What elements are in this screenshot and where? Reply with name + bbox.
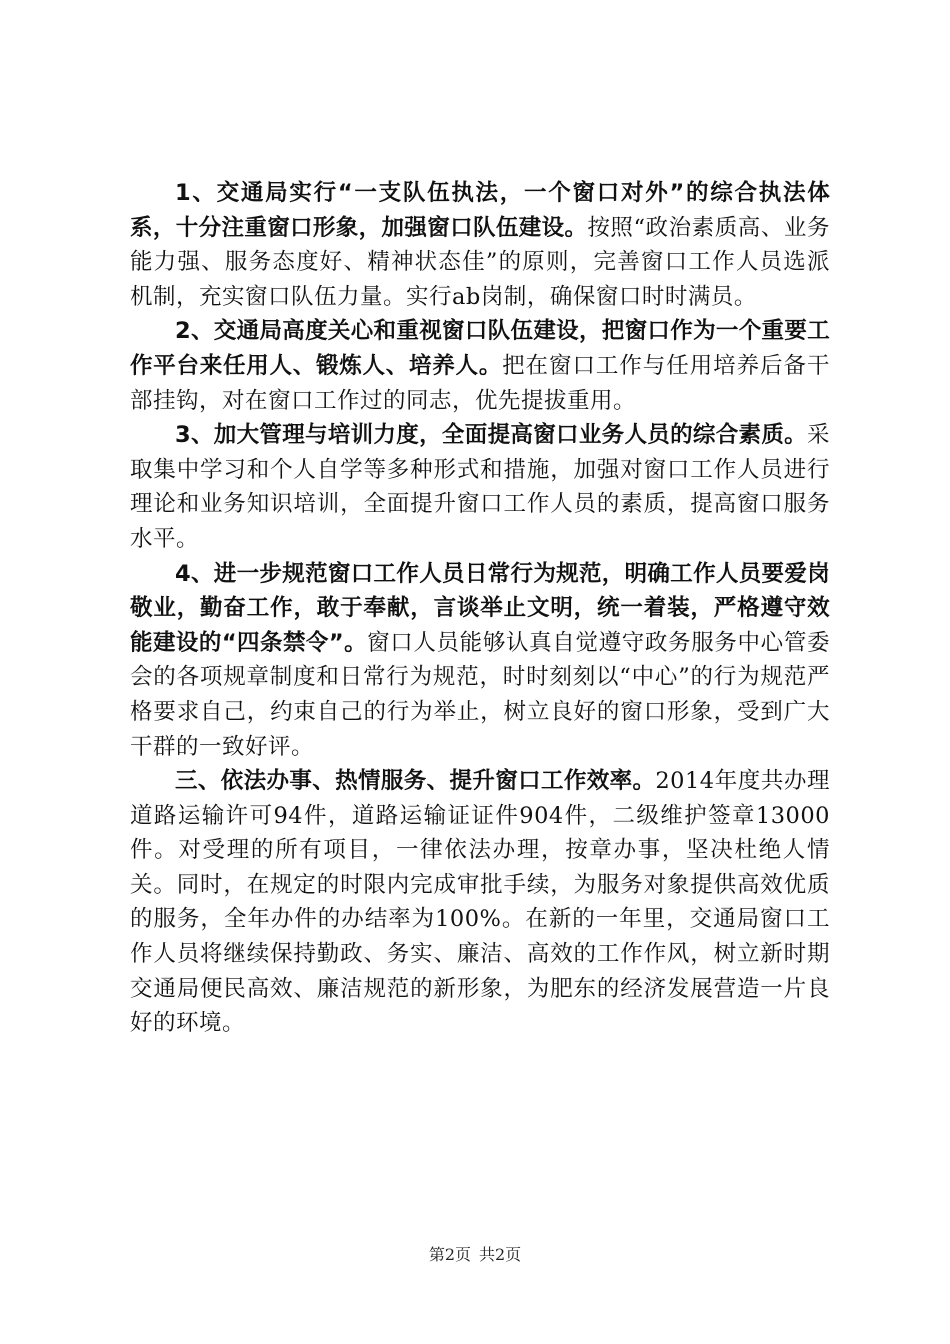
paragraph-2 <box>130 314 830 418</box>
page-number: 第2页 <box>428 1245 471 1264</box>
paragraph-4 <box>130 557 830 765</box>
page-total: 共2页 <box>479 1245 522 1264</box>
paragraph-4-lead: 4、进一步规范窗口工作人员日常行为规范，明确工作人员要爱岗敬业，勤奋工作，敢于奉献，言谈举止文明，统一着装，严格遵守效能建设的“四条禁令”。 <box>130 560 830 656</box>
document-body <box>130 176 830 1041</box>
paragraph-2-lead: 2、交通局高度关心和重视窗口队伍建设，把窗口作为一个重要工作平台来任用人、锻炼人、培养人。 <box>130 318 830 379</box>
paragraph-3-lead: 3、加大管理与培训力度，全面提高窗口业务人员的综合素质。 <box>175 422 807 449</box>
paragraph-5 <box>130 764 830 1041</box>
paragraph-2-body: 把在窗口工作与任用培养后备干部挂钩，对在窗口工作过的同志，优先提拔重用。 <box>130 352 830 414</box>
paragraph-3-body: 采取集中学习和个人自学等多种形式和措施，加强对窗口工作人员进行理论和业务知识培训，全面提升窗口工作人员的素质，提高窗口服务水平。 <box>130 422 830 552</box>
paragraph-5-lead: 三、依法办事、热情服务、提升窗口工作效率。 <box>175 768 656 795</box>
page-footer <box>0 1244 950 1266</box>
paragraph-5-body: 2014年度共办理道路运输许可94件，道路运输证证件904件，二级维护签章13000件。对受理的所有项目，一律依法办理，按章办事，坚决杜绝人情关。同时，在规定的时限内完成审批手续，为服务对象提供高效优质的服务，全年办件的办结率为100%。在新的一年里，交通局窗口工作人员将继续保持勤政、务实、廉洁、高效的工作作风，树立新时期交通局便民高效、廉洁规范的新形象，为肥东的经济发展营造一片良好的环境。 <box>130 768 830 1037</box>
paragraph-1-lead: 1、交通局实行“一支队伍执法，一个窗口对外”的综合执法体系，十分注重窗口形象，加强窗口队伍建设。 <box>130 180 830 241</box>
paragraph-1-body: 按照“政治素质高、业务能力强、服务态度好、精神状态佳”的原则，完善窗口工作人员选派机制，充实窗口队伍力量。实行ab岗制，确保窗口时时满员。 <box>130 214 830 310</box>
paragraph-3 <box>130 418 830 556</box>
paragraph-4-body: 窗口人员能够认真自觉遵守政务服务中心管委会的各项规章制度和日常行为规范，时时刻刻以“中心”的行为规范严格要求自己，约束自己的行为举止，树立良好的窗口形象，受到广大干群的一致好评。 <box>130 629 830 760</box>
paragraph-1 <box>130 176 830 314</box>
